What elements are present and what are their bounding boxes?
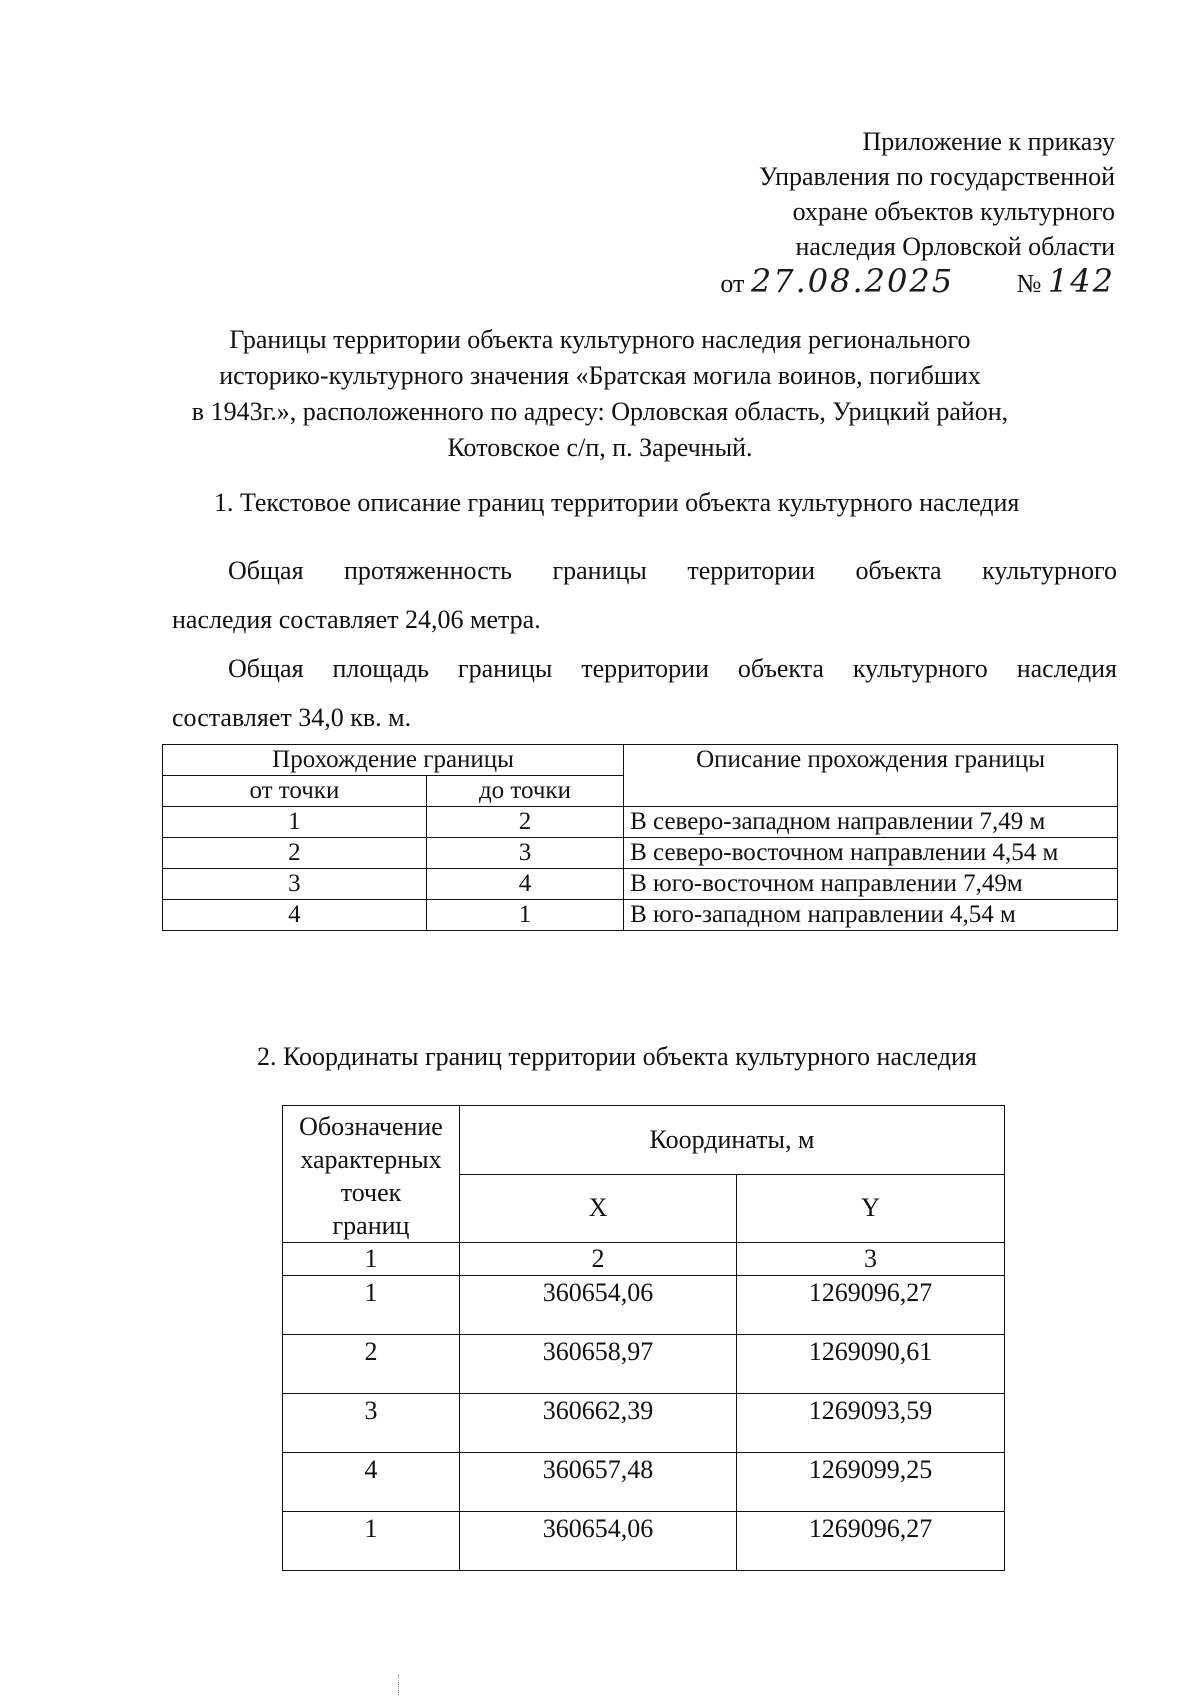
paragraph-line (172, 546, 1117, 595)
coordinates-table (282, 1105, 1005, 1571)
table-row (283, 1335, 1005, 1394)
handwritten-order-number: 142 (1047, 262, 1115, 300)
handwritten-date: 27.08.2025 (750, 262, 955, 300)
word: культурного (852, 654, 988, 683)
y-cell: 1269099,25 (737, 1453, 1005, 1512)
word: территории (581, 654, 709, 683)
table-row (163, 900, 1118, 931)
direction-cell: В юго-восточном направлении 7,49м (624, 869, 1118, 900)
point-designation-header (283, 1106, 460, 1243)
date-prefix: от (720, 269, 745, 298)
column-index-row (283, 1243, 1005, 1276)
title-line: в 1943г.», расположенного по адресу: Орловская область, Урицкий район, (191, 397, 1009, 426)
y-header: Y (737, 1174, 1005, 1243)
table-row (163, 807, 1118, 838)
from-point-cell: 1 (163, 807, 427, 838)
table-row (163, 838, 1118, 869)
x-cell: 360658,97 (460, 1335, 737, 1394)
table-row (163, 869, 1118, 900)
word: культурного (982, 556, 1117, 585)
table-row (283, 1512, 1005, 1571)
header-line: границ (332, 1211, 410, 1240)
scan-artifact-mark (398, 1675, 401, 1695)
word: наследия (1016, 654, 1117, 683)
to-point-cell: 1 (426, 900, 623, 931)
table-header-row (163, 745, 1118, 776)
y-cell: 1269093,59 (737, 1394, 1005, 1453)
paragraph-line: наследия составляет 24,06 метра. (172, 605, 541, 634)
word: территории (687, 556, 816, 585)
word: объекта (855, 556, 942, 585)
column-index: 3 (737, 1243, 1005, 1276)
header-line: Управления по государственной (758, 162, 1115, 191)
from-point-cell: 4 (163, 900, 427, 931)
title-line: Границы территории объекта культурного наследия регионального (229, 325, 971, 354)
x-cell: 360662,39 (460, 1394, 737, 1453)
to-point-cell: 3 (426, 838, 623, 869)
direction-cell: В северо-западном направлении 7,49 м (624, 807, 1118, 838)
y-cell: 1269096,27 (737, 1512, 1005, 1571)
point-cell: 2 (283, 1335, 460, 1394)
from-point-cell: 3 (163, 869, 427, 900)
word: границы (457, 654, 553, 683)
word: границы (552, 556, 647, 585)
order-date-number-line (720, 264, 1115, 301)
point-cell: 1 (283, 1512, 460, 1571)
header-line: Обозначение (299, 1112, 443, 1141)
title-line: Котовское с/п, п. Заречный. (447, 433, 753, 462)
word: Общая (228, 654, 304, 683)
direction-cell: В юго-западном направлении 4,54 м (624, 900, 1118, 931)
table-row (283, 1394, 1005, 1453)
section-1-heading: 1. Текстовое описание границ территории объекта культурного наследия (214, 488, 1020, 517)
x-cell: 360657,48 (460, 1453, 737, 1512)
x-cell: 360654,06 (460, 1276, 737, 1335)
to-point-cell: 2 (426, 807, 623, 838)
coordinates-header: Координаты, м (460, 1106, 1005, 1175)
to-point-header: до точки (426, 776, 623, 807)
from-point-header: от точки (163, 776, 427, 807)
table-row (283, 1453, 1005, 1512)
table-header-row (283, 1106, 1005, 1175)
word: объекта (737, 654, 824, 683)
area-paragraph (172, 644, 1117, 742)
header-line: точек (340, 1178, 402, 1207)
boundary-description-table (162, 744, 1118, 931)
header-line: Приложение к приказу (862, 127, 1115, 156)
point-cell: 1 (283, 1276, 460, 1335)
y-cell: 1269090,61 (737, 1335, 1005, 1394)
y-cell: 1269096,27 (737, 1276, 1005, 1335)
column-index: 2 (460, 1243, 737, 1276)
from-point-cell: 2 (163, 838, 427, 869)
x-header: X (460, 1174, 737, 1243)
word: площадь (332, 654, 429, 683)
title-line: историко-культурного значения «Братская могила воинов, погибших (219, 361, 981, 390)
boundary-length-paragraph (172, 546, 1117, 644)
word: Общая (228, 556, 304, 585)
column-index: 1 (283, 1243, 460, 1276)
header-line: характерных (300, 1145, 442, 1174)
boundary-desc-header: Описание прохождения границы (624, 745, 1118, 807)
table-row (283, 1276, 1005, 1335)
point-cell: 4 (283, 1453, 460, 1512)
boundary-group-header: Прохождение границы (163, 745, 624, 776)
direction-cell: В северо-восточном направлении 4,54 м (624, 838, 1118, 869)
header-line: охране объектов культурного (792, 197, 1115, 226)
paragraph-line: составляет 34,0 кв. м. (172, 703, 412, 732)
paragraph-line (172, 644, 1117, 693)
document-title (120, 322, 1080, 466)
section-2-heading: 2. Координаты границ территории объекта культурного наследия (257, 1042, 977, 1071)
number-prefix: № (1016, 269, 1042, 298)
order-annex-header (720, 124, 1115, 301)
header-line: наследия Орловской области (795, 232, 1115, 261)
point-cell: 3 (283, 1394, 460, 1453)
to-point-cell: 4 (426, 869, 623, 900)
x-cell: 360654,06 (460, 1512, 737, 1571)
word: протяженность (344, 556, 512, 585)
